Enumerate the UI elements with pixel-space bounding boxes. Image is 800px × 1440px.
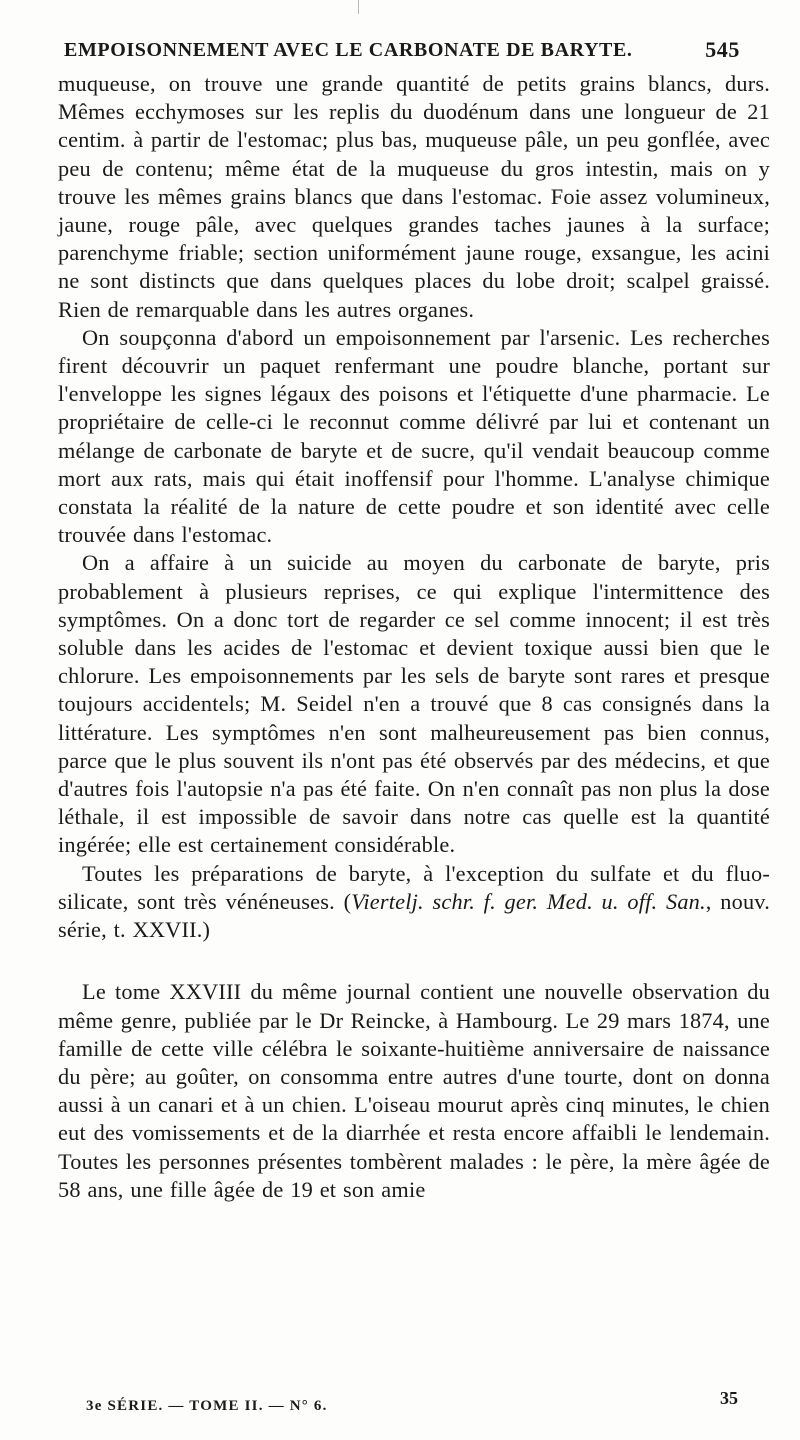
signature-mark: 35 — [720, 1388, 738, 1408]
paragraph-baryte-preparations — [58, 860, 770, 945]
paragraph-suicide-baryte: On a affaire à un suicide au moyen du carbonate de baryte, pris probablement à plusieurs reprises, ce qui explique l'intermittence des symptômes. On a donc tort de regarder ce sel comme innocent; il est très soluble dans les acides de l'estomac et devient toxique aussi bien que le chlorure. Les empoisonnements par les sels de baryte sont rares et presque toujours accidentels; M. Seidel n'en a trouvé que 8 cas consignés dans la littérature. Les symptômes n'en sont malheureusement pas bien connus, parce que le plus souvent ils n'ont pas été observés par des médecins, et que d'autres fois l'autopsie n'a pas été faite. On n'en connaît pas non plus la dose léthale, il est impossible de savoir dans notre cas quelle est la quantité ingérée; elle est certainement considérable. — [58, 550, 770, 858]
paragraph-text: Toutes les préparations de baryte, à l'exception du sulfate et du fluo-silicate, sont très vénéneuses. ( — [58, 860, 770, 914]
body-text — [58, 70, 770, 1204]
running-head — [64, 36, 740, 64]
footer-series: 3e SÉRIE. — TOME II. — N° 6. — [86, 1398, 328, 1414]
citation-details: , nouv. série, t. XXVII.) — [58, 888, 770, 943]
citation-journal: Viertelj. schr. f. ger. Med. u. off. San. — [351, 888, 706, 914]
paragraph-autopsy-continued: muqueuse, on trouve une grande quantité de petits grains blancs, durs. Mêmes ecchymoses sur les replis du duodénum dans une longueur de 21 centim. à partir de l'estomac; plus bas, muqueuse pâle, un peu gonflée, avec peu de contenu; même état de la muqueuse du gros intestin, mais on y trouve les mêmes grains blancs que dans l'estomac. Foie assez volumineux, jaune, rouge pâle, avec quelques grandes taches jaunes à la surface; parenchyme friable; section uniformément jaune rouge, exsangue, les acini ne sont distincts que dans quelques places du lobe droit; scalpel graissé. Rien de remarquable dans les autres organes. — [58, 71, 770, 322]
paragraph-reincke-observation: Le tome XXVIII du même journal contient une nouvelle observation du même genre, publiée par le Dr Reincke, à Hambourg. Le 29 mars 1874, une famille de cette ville célébra le soixante-huitième anniversaire de naissance du père; au goûter, on consomma entre autres d'une tourte, dont on donna aussi à un canari et à un chien. L'oiseau mourut après cinq minutes, le chien eut des vomissements et de la diarrhée et resta encore affaibli le lendemain. Toutes les personnes présentes tombèrent malades : le père, la mère âgée de 58 ans, une fille âgée de 19 et son amie — [58, 979, 770, 1202]
gutter-mark — [358, 0, 359, 14]
paragraph-arsenic-suspicion: On soupçonna d'abord un empoisonnement par l'arsenic. Les recherches firent découvrir un paquet renfermant une poudre blanche, portant sur l'enveloppe les signes légaux des poisons et l'étiquette d'une pharmacie. Le propriétaire de celle-ci le reconnut comme délivré par lui et contenant un mélange de carbonate de baryte et de sucre, qu'il vendait beaucoup comme mort aux rats, mais qui était inoffensif pour l'homme. L'analyse chimique constata la réalité de la nature de cette poudre et son identité avec celle trouvée dans l'estomac. — [58, 324, 770, 548]
footer — [86, 1388, 738, 1418]
page-number: 545 — [705, 37, 740, 62]
running-title: EMPOISONNEMENT AVEC LE CARBONATE DE BARYTE. — [64, 39, 633, 61]
